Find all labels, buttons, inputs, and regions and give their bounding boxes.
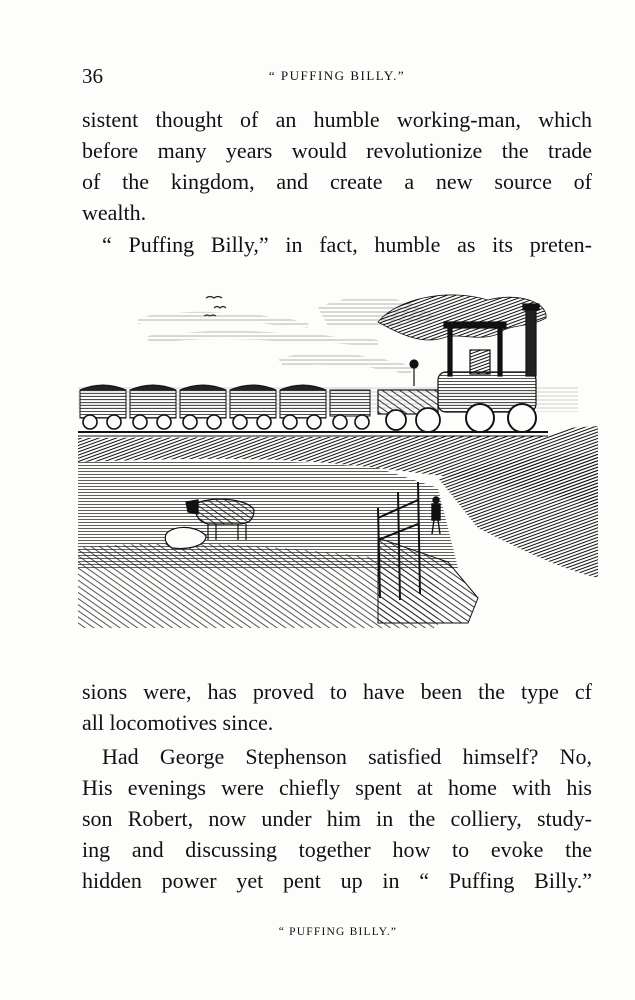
- text-line: hidden power yet pent up in “ Puffing Billy.”: [82, 868, 592, 893]
- figure-caption: “ PUFFING BILLY.”: [278, 926, 398, 938]
- text-line: of the kingdom, and create a new source of: [82, 169, 592, 194]
- text-line: Had George Stephenson satisfied himself? No,: [102, 744, 592, 769]
- text-line: son Robert, now under him in the colliery, study-: [82, 806, 592, 831]
- page-number: 36: [82, 64, 103, 88]
- text-line: wealth.: [82, 200, 147, 225]
- hedge: [438, 454, 598, 578]
- text-line: all locomotives since.: [82, 710, 274, 735]
- text-line: sions were, has proved to have been the type cf: [82, 679, 592, 704]
- clouds: [138, 297, 438, 374]
- page-header: [82, 64, 592, 90]
- text-line: ing and discussing together how to evoke the: [82, 837, 592, 862]
- coal-wagons: [80, 385, 370, 418]
- text-line: “ Puffing Billy,” in fact, humble as its preten-: [102, 232, 592, 257]
- text-line: before many years would revolutionize the trade: [82, 138, 592, 163]
- railway-track: [78, 432, 548, 436]
- text-line: His evenings were chiefly spent at home with his: [82, 775, 592, 800]
- puffing-billy-engraving: [78, 278, 598, 628]
- text-line: sistent thought of an humble working-man, which: [82, 107, 592, 132]
- running-title: “ PUFFING BILLY.”: [268, 68, 406, 83]
